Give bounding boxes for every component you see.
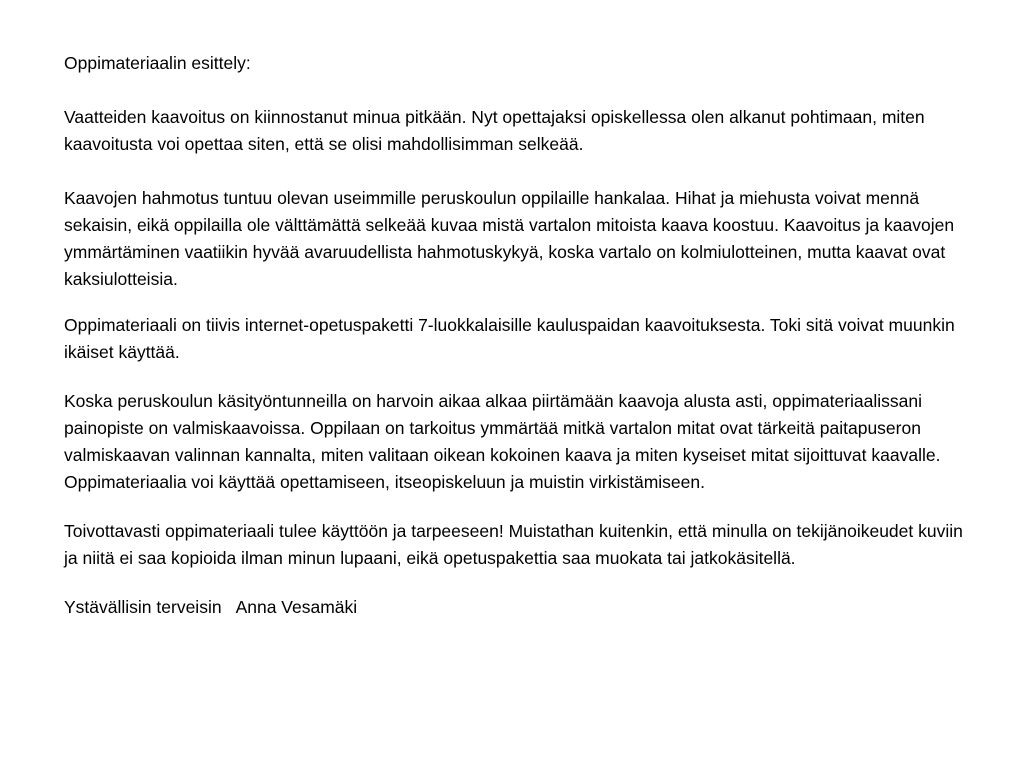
paragraph-copyright: Toivottavasti oppimateriaali tulee käyttöön ja tarpeeseen! Muistathan kuitenkin, että minulla on tekijänoikeudet kuviin ja niitä ei saa kopioida ilman minun lupaani, eikä opetuspakettia saa muokata tai jatkokäsitellä.	[64, 521, 963, 568]
signoff-author: Anna Vesamäki	[235, 597, 358, 617]
paragraph-ready-patterns: Koska peruskoulun käsityöntunneilla on harvoin aikaa alkaa piirtämään kaavoja alusta asti, oppimateriaalissani painopiste on valmiskaavoissa. Oppilaan on tarkoitus ymmärtää mitkä vartalon mitat ovat tärkeitä paitapuseron valmiskaavan valinnan kannalta, miten valitaan oikean kokoinen kaava ja miten kyseiset mitat sijoittuvat kaavalle. Oppimateriaalia voi käyttää opettamiseen, itseopiskeluun ja muistin virkistämiseen.	[64, 391, 941, 492]
paragraph-pattern-difficulty: Kaavojen hahmotus tuntuu olevan useimmille peruskoulun oppilaille hankalaa. Hihat ja miehusta voivat mennä sekaisin, eikä oppilailla ole välttämättä selkeää kuvaa mistä vartalon mitoista kaava koostuu. Kaavoitus ja kaavojen ymmärtäminen vaatiikin hyvää avaruudellista hahmotuskykyä, koska vartalo on kolmiulotteinen, mutta kaavat ovat kaksiulotteisia.	[64, 188, 955, 289]
signoff	[64, 594, 964, 621]
slide-content	[64, 50, 964, 621]
paragraph-intro: Vaatteiden kaavoitus on kiinnostanut minua pitkään. Nyt opettajaksi opiskellessa olen alkanut pohtimaan, miten kaavoitusta voi opettaa siten, että se olisi mahdollisimman selkeää.	[64, 107, 925, 154]
paragraph-material-description: Oppimateriaali on tiivis internet-opetuspaketti 7-luokkalaisille kauluspaidan kaavoituksesta. Toki sitä voivat muunkin ikäiset käyttää.	[64, 315, 955, 362]
signoff-greeting: Ystävällisin terveisin	[64, 597, 222, 617]
page-title: Oppimateriaalin esittely:	[64, 53, 251, 73]
